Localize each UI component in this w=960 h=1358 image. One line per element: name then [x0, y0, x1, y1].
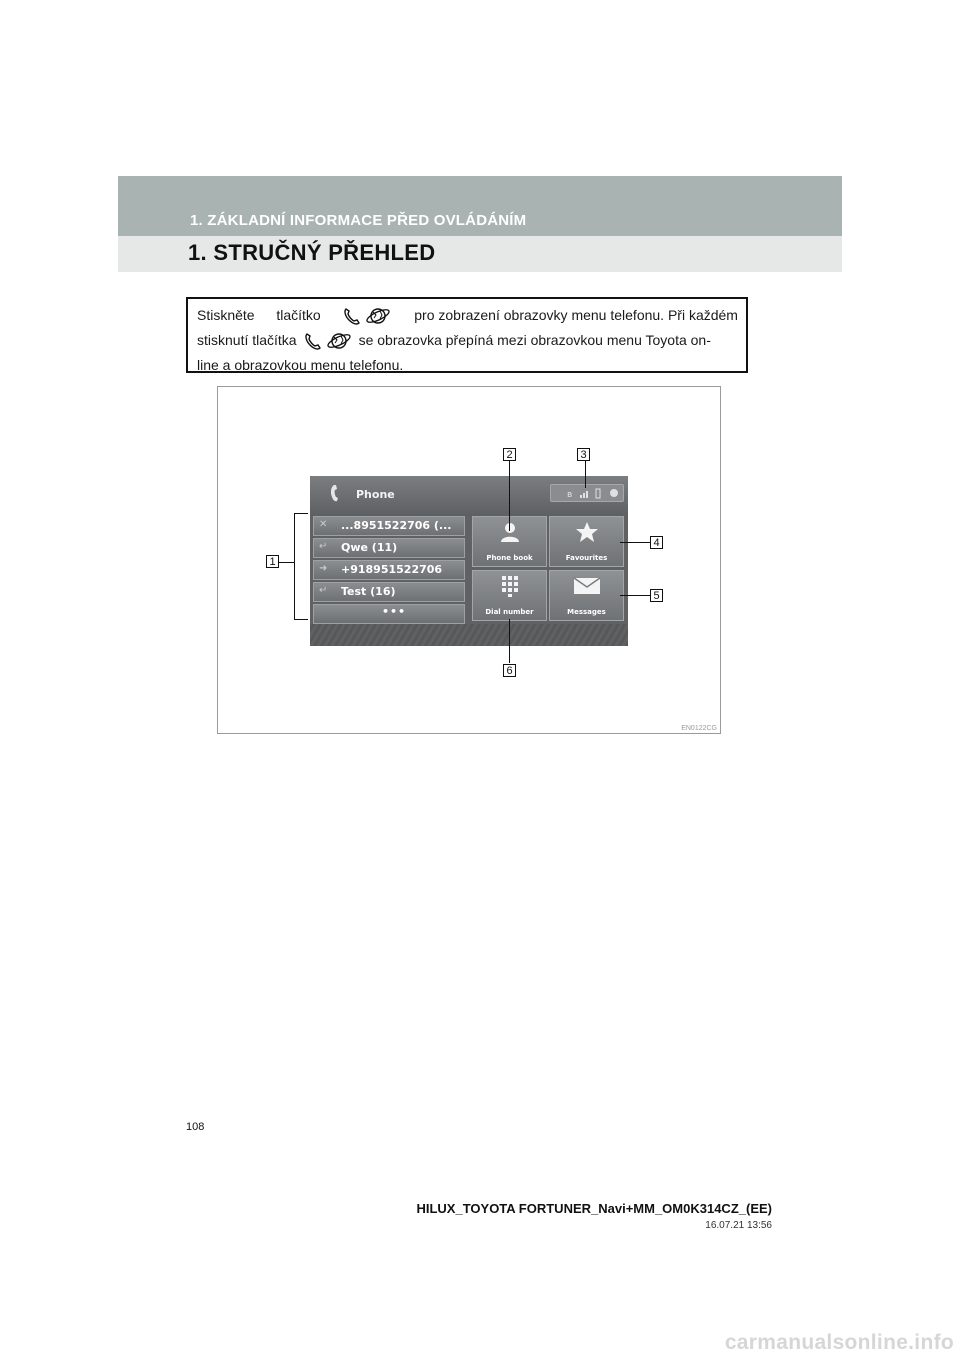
- document-id: HILUX_TOYOTA FORTUNER_Navi+MM_OM0K314CZ_(EE): [416, 1201, 772, 1216]
- list-item[interactable]: [313, 538, 465, 558]
- page-number: 108: [186, 1121, 205, 1133]
- callout-5: 5: [650, 589, 663, 602]
- intro-box: [186, 297, 748, 373]
- intro-line-2: [197, 328, 738, 353]
- callout-1: 1: [266, 555, 279, 568]
- tile-label: Favourites: [565, 554, 608, 562]
- tile-label: Messages: [567, 608, 606, 616]
- list-item-label: Test (16): [341, 585, 396, 598]
- globe-icon: [610, 489, 618, 497]
- favourites-button[interactable]: [549, 516, 624, 567]
- signal-icon: [580, 495, 582, 498]
- incoming-call-icon: ↵: [319, 541, 328, 552]
- more-icon: •••: [382, 605, 407, 618]
- phone-screen: [310, 476, 628, 646]
- print-timestamp: 16.07.21 13:56: [705, 1220, 772, 1231]
- battery-icon: [596, 489, 600, 498]
- watermark: carmanualsonline.info: [724, 1331, 954, 1354]
- intro-text: line a obrazovkou menu telefonu.: [197, 357, 404, 373]
- list-item-label: ...8951522706 (...: [341, 519, 452, 532]
- messages-button[interactable]: [549, 570, 624, 621]
- list-item[interactable]: [313, 582, 465, 602]
- intro-line-1: [197, 303, 738, 328]
- keypad-icon: [473, 575, 546, 602]
- intro-line-3: [197, 353, 738, 378]
- callout-1-bracket: [294, 513, 295, 619]
- intro-text: se obrazovka přepíná mezi obrazovkou menu Toyota on-: [358, 332, 711, 348]
- callout-6: 6: [503, 664, 516, 677]
- screen-title: Phone: [356, 488, 395, 501]
- callout-3: 3: [577, 448, 590, 461]
- phone-menu-figure: [217, 386, 721, 734]
- section-label: 1. ZÁKLADNÍ INFORMACE PŘED OVLÁDÁNÍM: [190, 212, 527, 229]
- intro-text: stisknutí tlačítka: [197, 332, 297, 348]
- screen-floor: [310, 624, 628, 646]
- tile-label: Dial number: [485, 608, 534, 616]
- chapter-header: [118, 176, 842, 272]
- status-indicators: [550, 484, 624, 502]
- callout-2: 2: [503, 448, 516, 461]
- phone-globe-icon: [342, 306, 392, 326]
- intro-text: Stiskněte: [197, 307, 255, 323]
- list-item-label: Qwe (11): [341, 541, 398, 554]
- star-icon: [550, 521, 623, 548]
- phone-handset-icon: [328, 483, 342, 503]
- list-item[interactable]: [313, 516, 465, 536]
- tile-label: Phone book: [486, 554, 533, 562]
- more-button[interactable]: [313, 604, 465, 624]
- envelope-icon: [550, 575, 623, 602]
- list-item[interactable]: [313, 560, 465, 580]
- phone-globe-icon: [303, 331, 353, 351]
- bluetooth-icon: ʙ: [567, 490, 573, 500]
- callout-4: 4: [650, 536, 663, 549]
- figure-code: EN0122CG: [681, 725, 717, 732]
- intro-text: pro zobrazení obrazovky menu telefonu. Při každém: [414, 307, 738, 323]
- page-title: 1. STRUČNÝ PŘEHLED: [188, 240, 436, 265]
- missed-call-icon: ✕: [319, 519, 328, 530]
- list-item-label: +918951522706: [341, 563, 443, 576]
- incoming-call-icon: ↵: [319, 585, 328, 596]
- intro-text: tlačítko: [276, 307, 321, 323]
- outgoing-call-icon: ➜: [319, 563, 328, 574]
- dial-number-button[interactable]: [472, 570, 547, 621]
- recent-calls-list: [313, 516, 465, 626]
